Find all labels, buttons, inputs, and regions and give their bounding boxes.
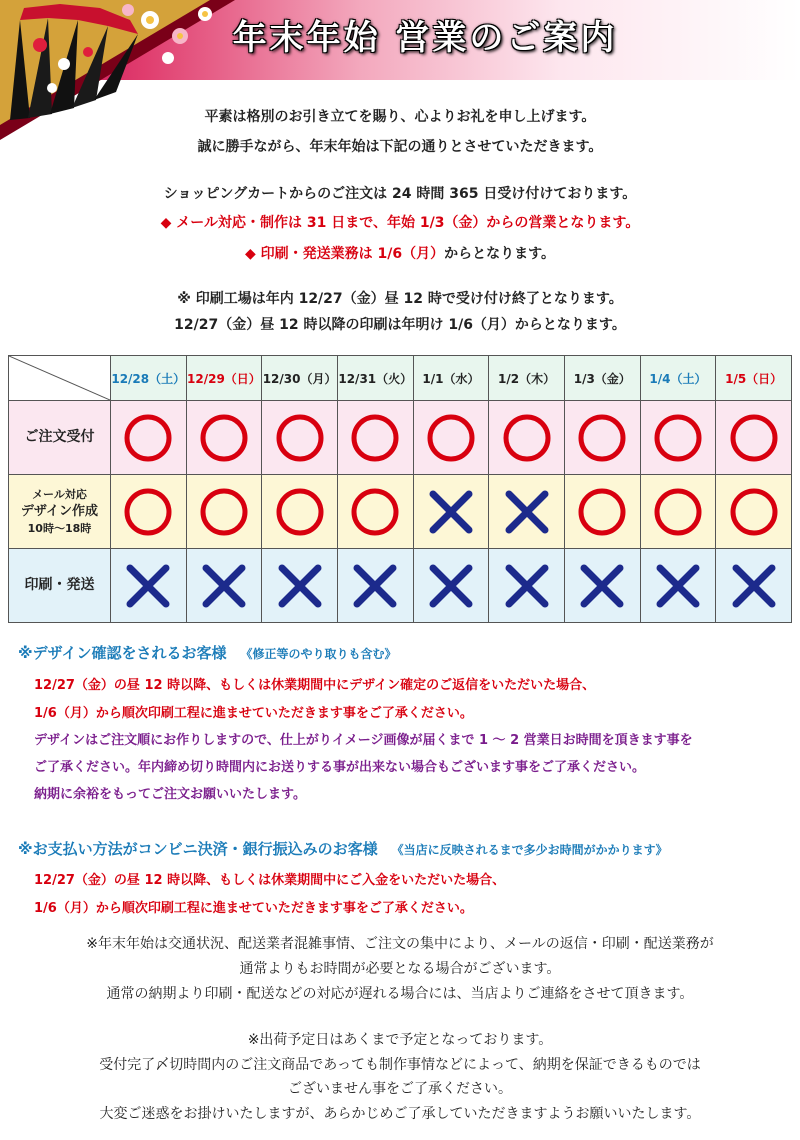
- schedule-cell: [716, 401, 792, 475]
- note-payment-heading: [18, 838, 668, 859]
- intro-line-3: ショッピングカートからのご注文は 24 時間 365 日受け付けております。: [163, 186, 637, 202]
- footer-line-6: ございません事をご了承ください。: [288, 1081, 512, 1097]
- schedule-cell: [564, 401, 640, 475]
- corner-cell: [9, 356, 111, 401]
- circle-mark-icon: [574, 410, 630, 466]
- circle-mark-icon: [574, 484, 630, 540]
- row-label-line: デザイン作成: [20, 504, 98, 519]
- circle-mark-icon: [272, 484, 328, 540]
- date-header-7: 1/3（金）: [564, 356, 640, 401]
- row-label-line: 印刷・発送: [24, 577, 95, 593]
- note-design-line-2: 1/6（月）から順次印刷工程に進ませていただきます事をご了承ください。: [34, 706, 473, 721]
- date-header-4: 12/31（火）: [337, 356, 413, 401]
- schedule-cell: [489, 549, 565, 623]
- schedule-cell: [262, 401, 338, 475]
- schedule-cell: [337, 401, 413, 475]
- circle-mark-icon: [499, 410, 555, 466]
- schedule-cell: [413, 475, 489, 549]
- date-header-5: 1/1（水）: [413, 356, 489, 401]
- date-header-8: 1/4（土）: [640, 356, 716, 401]
- footer-line-2: 通常よりもお時間が必要となる場合がございます。: [239, 961, 561, 977]
- circle-mark-icon: [120, 484, 176, 540]
- schedule-cell: [186, 401, 262, 475]
- intro-line-5-highlight: ◆ 印刷・発送業務は 1/6（月）: [244, 246, 445, 262]
- schedule-row-order: [9, 401, 792, 475]
- footer-line-3: 通常の納期より印刷・配送などの対応が遅れる場合には、当店よりご連絡をさせて頂きます。: [106, 986, 694, 1002]
- cross-mark-icon: [120, 558, 176, 614]
- schedule-cell: [413, 401, 489, 475]
- page-title: 年末年始 営業のご案内: [232, 18, 618, 58]
- intro-line-6: ※ 印刷工場は年内 12/27（金）昼 12 時で受け付け終了となります。: [177, 291, 623, 307]
- schedule-cell: [110, 401, 186, 475]
- cross-mark-icon: [272, 558, 328, 614]
- schedule-cell: [110, 549, 186, 623]
- schedule-cell: [716, 549, 792, 623]
- schedule-cell: [489, 401, 565, 475]
- schedule-cell: [640, 475, 716, 549]
- note-payment-line-2: 1/6（月）から順次印刷工程に進ませていただきます事をご了承ください。: [34, 901, 473, 916]
- row-label-line: 10時～18時: [27, 522, 92, 535]
- circle-mark-icon: [423, 410, 479, 466]
- note-design-line-3: デザインはご注文順にお作りしますので、仕上がりイメージ画像が届くまで 1 ～ 2 営業日お時間を頂きます事を: [34, 733, 693, 748]
- note-design-subtitle: 《修正等のやり取りも含む》: [240, 647, 397, 661]
- circle-mark-icon: [347, 484, 403, 540]
- schedule-row-design: [9, 475, 792, 549]
- intro-line-5: [0, 243, 800, 265]
- cross-mark-icon: [423, 484, 479, 540]
- schedule-cell: [489, 475, 565, 549]
- schedule-cell: [262, 549, 338, 623]
- note-design-heading: [18, 642, 397, 663]
- cross-mark-icon: [423, 558, 479, 614]
- row-label-line: メール対応: [32, 488, 87, 501]
- intro-line-7: 12/27（金）昼 12 時以降の印刷は年明け 1/6（月）からとなります。: [174, 317, 626, 333]
- note-payment-title: ※お支払い方法がコンビニ決済・銀行振込みのお客様: [18, 840, 378, 858]
- schedule-table: [8, 355, 792, 623]
- date-header-row: [9, 356, 792, 401]
- schedule-cell: [110, 475, 186, 549]
- schedule-cell: [262, 475, 338, 549]
- cross-mark-icon: [499, 484, 555, 540]
- schedule-cell: [640, 401, 716, 475]
- intro-line-1: 平素は格別のお引き立てを賜り、心よりお礼を申し上げます。: [204, 109, 596, 125]
- date-header-2: 12/29（日）: [186, 356, 262, 401]
- schedule-cell: [564, 549, 640, 623]
- row-label-1: [9, 401, 111, 475]
- circle-mark-icon: [347, 410, 403, 466]
- row-label-2: [9, 475, 111, 549]
- circle-mark-icon: [196, 484, 252, 540]
- note-design-line-4: ご了承ください。年内締め切り時間内にお送りする事が出来ない場合もございます事をご了承ください。: [34, 760, 646, 775]
- circle-mark-icon: [196, 410, 252, 466]
- intro-line-2: 誠に勝手ながら、年末年始は下記の通りとさせていただきます。: [197, 139, 603, 155]
- note-design-line-1: 12/27（金）の昼 12 時以降、もしくは休業期間中にデザイン確定のご返信をいただいた場合、: [34, 678, 596, 693]
- cross-mark-icon: [726, 558, 782, 614]
- circle-mark-icon: [726, 484, 782, 540]
- circle-mark-icon: [650, 484, 706, 540]
- cross-mark-icon: [499, 558, 555, 614]
- footer-line-1: ※年末年始は交通状況、配送業者混雑事情、ご注文の集中により、メールの返信・印刷・配送業務が: [86, 936, 714, 952]
- date-header-6: 1/2（木）: [489, 356, 565, 401]
- date-header-3: 12/30（月）: [262, 356, 338, 401]
- schedule-cell: [564, 475, 640, 549]
- schedule-row-print: [9, 549, 792, 623]
- note-design-title: ※デザイン確認をされるお客様: [18, 644, 227, 662]
- circle-mark-icon: [272, 410, 328, 466]
- footer-line-7: 大変ご迷惑をお掛けいたしますが、あらかじめご了承していただきますようお願いいたします。: [99, 1106, 701, 1122]
- circle-mark-icon: [726, 410, 782, 466]
- schedule-cell: [640, 549, 716, 623]
- cross-mark-icon: [650, 558, 706, 614]
- circle-mark-icon: [120, 410, 176, 466]
- footer-line-5: 受付完了〆切時間内のご注文商品であっても制作事情などによって、納期を保証できるものでは: [99, 1057, 701, 1073]
- date-header-9: 1/5（日）: [716, 356, 792, 401]
- note-payment-subtitle: 《当店に反映されるまで多少お時間がかかります》: [391, 843, 668, 857]
- schedule-cell: [186, 549, 262, 623]
- intro-line-4: ◆ メール対応・制作は 31 日まで、年始 1/3（金）からの営業となります。: [160, 215, 640, 231]
- schedule-cell: [716, 475, 792, 549]
- note-design-line-5: 納期に余裕をもってご注文お願いいたします。: [34, 787, 306, 802]
- note-payment-line-1: 12/27（金）の昼 12 時以降、もしくは休業期間中にご入金をいただいた場合、: [34, 873, 506, 888]
- schedule-cell: [337, 549, 413, 623]
- intro-line-5-rest: からとなります。: [444, 246, 555, 262]
- schedule-cell: [337, 475, 413, 549]
- cross-mark-icon: [196, 558, 252, 614]
- footer-line-4: ※出荷予定日はあくまで予定となっております。: [247, 1032, 553, 1048]
- cross-mark-icon: [574, 558, 630, 614]
- row-label-line: ご注文受付: [24, 429, 95, 445]
- cross-mark-icon: [347, 558, 403, 614]
- schedule-cell: [413, 549, 489, 623]
- row-label-3: [9, 549, 111, 623]
- circle-mark-icon: [650, 410, 706, 466]
- schedule-cell: [186, 475, 262, 549]
- date-header-1: 12/28（土）: [110, 356, 186, 401]
